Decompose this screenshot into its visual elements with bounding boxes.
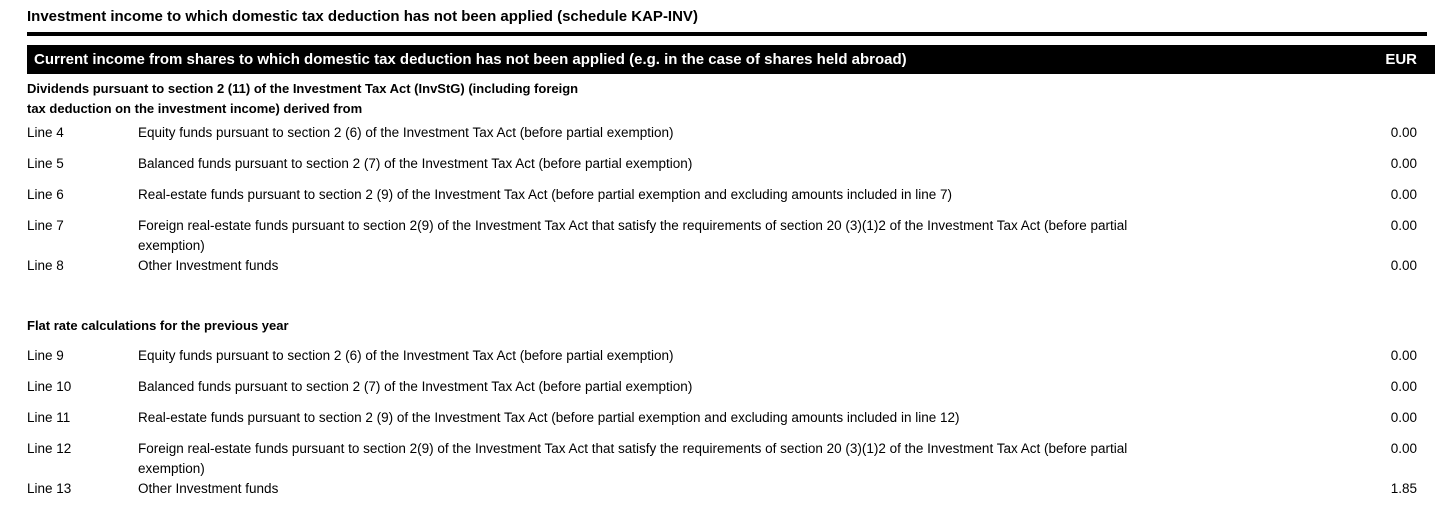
row-line-8	[27, 256, 1417, 276]
row-line-4	[27, 123, 1417, 143]
row-description: Equity funds pursuant to section 2 (6) of the Investment Tax Act (before partial exemption)	[138, 125, 674, 140]
row-value: 0.00	[1390, 348, 1417, 363]
row-value: 0.00	[1390, 187, 1417, 202]
section-header-bar	[27, 45, 1435, 74]
row-description: Real-estate funds pursuant to section 2 (9) of the Investment Tax Act (before partial exemption and excluding amounts included in line 7)	[138, 187, 952, 202]
row-value: 0.00	[1390, 441, 1417, 456]
line-label: Line 6	[27, 187, 64, 202]
line-label: Line 4	[27, 125, 64, 140]
row-description: Other Investment funds	[138, 481, 279, 496]
row-line-5	[27, 154, 1417, 174]
dividends-intro-line-2: tax deduction on the investment income) derived from	[27, 101, 363, 116]
currency-label: EUR	[1385, 51, 1417, 68]
row-line-11	[27, 408, 1417, 428]
row-value: 0.00	[1390, 379, 1417, 394]
row-description: Balanced funds pursuant to section 2 (7) of the Investment Tax Act (before partial exemption)	[138, 156, 693, 171]
line-label: Line 7	[27, 218, 64, 233]
line-label: Line 5	[27, 156, 64, 171]
section-header-title: Current income from shares to which domestic tax deduction has not been applied (e.g. in the case of shares held abroad)	[34, 51, 907, 68]
row-description: Other Investment funds	[138, 258, 279, 273]
row-description: Equity funds pursuant to section 2 (6) of the Investment Tax Act (before partial exemption)	[138, 348, 674, 363]
row-line-9	[27, 346, 1417, 366]
dividends-intro	[27, 79, 1417, 119]
row-description: Foreign real-estate funds pursuant to section 2(9) of the Investment Tax Act that satisfy the requirements of section 20 (3)(1)2 of the Investment Tax Act (before partial exemption)	[138, 218, 1128, 253]
row-description: Balanced funds pursuant to section 2 (7) of the Investment Tax Act (before partial exemption)	[138, 379, 693, 394]
line-label: Line 8	[27, 258, 64, 273]
flat-rate-heading: Flat rate calculations for the previous year	[27, 318, 289, 333]
row-line-6	[27, 185, 1417, 205]
row-value: 1.85	[1390, 481, 1417, 496]
row-line-12	[27, 439, 1417, 479]
row-description: Foreign real-estate funds pursuant to section 2(9) of the Investment Tax Act that satisfy the requirements of section 20 (3)(1)2 of the Investment Tax Act (before partial exemption)	[138, 441, 1128, 476]
row-description: Real-estate funds pursuant to section 2 (9) of the Investment Tax Act (before partial exemption and excluding amounts included in line 12)	[138, 410, 960, 425]
row-value: 0.00	[1390, 125, 1417, 140]
section-divider	[27, 32, 1427, 36]
row-line-13	[27, 479, 1417, 499]
row-line-7	[27, 216, 1417, 256]
page-title: Investment income to which domestic tax deduction has not been applied (schedule KAP-INV)	[27, 8, 698, 25]
line-label: Line 11	[27, 410, 71, 425]
row-line-10	[27, 377, 1417, 397]
line-label: Line 9	[27, 348, 64, 363]
row-value: 0.00	[1390, 410, 1417, 425]
line-label: Line 12	[27, 441, 72, 456]
dividends-intro-line-1: Dividends pursuant to section 2 (11) of the Investment Tax Act (InvStG) (including foreign	[27, 81, 579, 96]
line-label: Line 13	[27, 481, 72, 496]
row-value: 0.00	[1390, 156, 1417, 171]
row-value: 0.00	[1390, 218, 1417, 233]
row-value: 0.00	[1390, 258, 1417, 273]
line-label: Line 10	[27, 379, 72, 394]
